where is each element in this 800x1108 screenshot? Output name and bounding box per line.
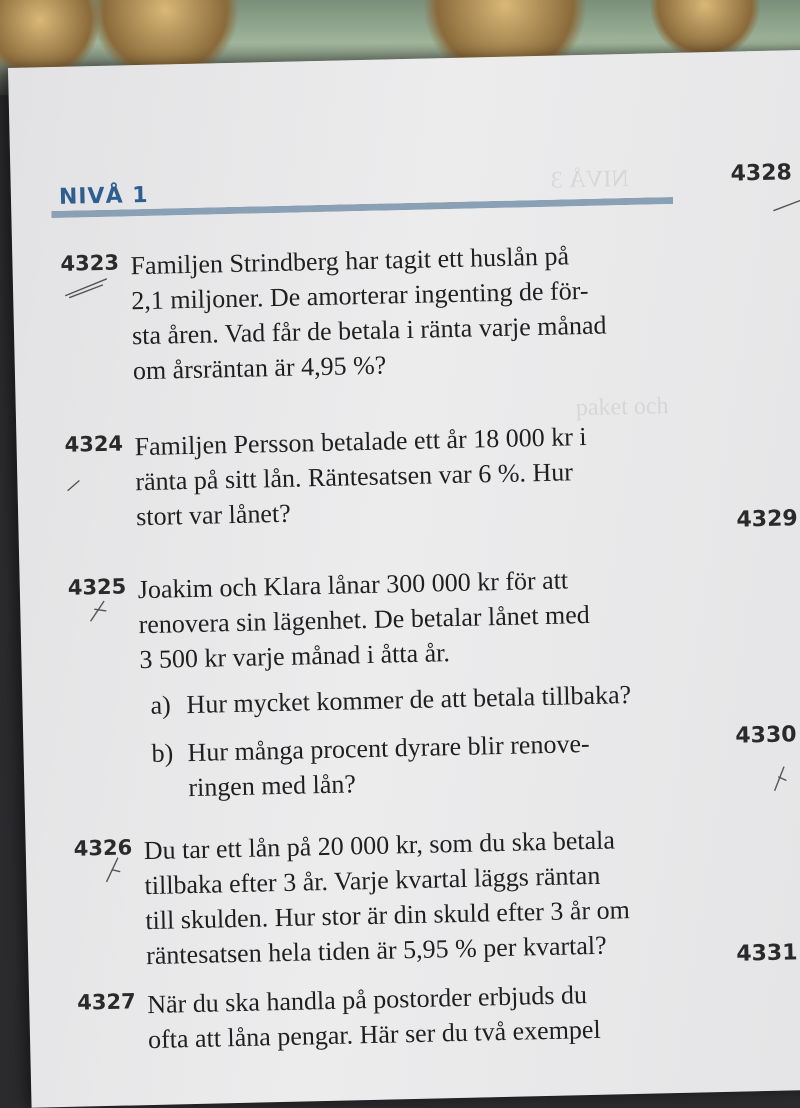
subtask-a xyxy=(150,676,690,720)
task-4324 xyxy=(64,417,684,532)
task-line: Familjen Strindberg har tagit ett huslån på xyxy=(130,241,570,281)
task-line: Familjen Persson betalade ett år 18 000 kr i xyxy=(134,421,587,462)
subtask-label: a) xyxy=(150,690,172,720)
pencil-mark xyxy=(771,194,800,215)
task-4327 xyxy=(76,975,697,1055)
margin-number: 4331 xyxy=(736,940,798,967)
subtask-text xyxy=(186,676,687,722)
task-number: 4327 xyxy=(76,989,136,1015)
pencil-mark xyxy=(768,762,793,793)
task-text xyxy=(143,820,706,973)
task-number: 4326 xyxy=(73,835,133,861)
task-number: 4323 xyxy=(60,250,120,276)
level-title: NIVÅ 1 xyxy=(58,182,149,210)
task-line: ränta på sitt lån. Räntesatsen var 6 %. Hur xyxy=(135,457,574,497)
task-text xyxy=(130,236,693,389)
task-number: 4324 xyxy=(64,431,124,457)
task-line: sta åren. Vad får de betala i ränta varje månad xyxy=(131,310,607,351)
pencil-mark xyxy=(102,854,127,885)
task-line: om årsräntan är 4,95 %? xyxy=(132,350,387,386)
task-line: till skulden. Hur stor är din skuld efter 3 år om xyxy=(145,895,631,936)
task-text xyxy=(137,559,699,677)
subtask-line: Hur mycket kommer de att betala tillbaka? xyxy=(186,680,632,720)
level-header xyxy=(51,171,674,225)
task-text xyxy=(147,974,708,1057)
task-line: räntesatsen hela tiden är 5,95 % per kvartal? xyxy=(145,930,607,971)
task-4325 xyxy=(67,560,687,803)
book-page xyxy=(8,49,800,1107)
bleed-through-text: paket och xyxy=(575,393,669,422)
subtask-label: b) xyxy=(151,738,174,768)
bleed-through-text: NIVÅ 3 xyxy=(550,165,629,194)
pencil-mark xyxy=(86,597,111,624)
task-line: Du tar ett lån på 20 000 kr, som du ska betala xyxy=(143,825,616,866)
subtask-line: Hur många procent dyrare blir renove- xyxy=(187,728,590,768)
pencil-mark xyxy=(63,275,114,300)
margin-number: 4330 xyxy=(735,722,797,749)
task-line: ofta att låna pengar. Här ser du två exempel xyxy=(147,1014,601,1055)
margin-number: 4328 xyxy=(730,160,793,187)
task-line: tillbaka efter 3 år. Varje kvartal läggs räntan xyxy=(144,860,601,901)
task-text xyxy=(134,417,696,535)
pencil-mark xyxy=(65,478,85,492)
task-number: 4325 xyxy=(67,574,127,600)
task-line: Joakim och Klara lånar 300 000 kr för att xyxy=(137,565,569,605)
task-4326 xyxy=(73,821,693,971)
task-line: När du ska handla på postorder erbjuds du xyxy=(146,980,588,1020)
task-4323 xyxy=(60,236,680,386)
subtask-text xyxy=(187,724,688,805)
task-line: renovera sin lägenhet. De betalar lånet med xyxy=(138,599,591,640)
task-line: 2,1 miljoner. De amorterar ingenting de för- xyxy=(130,275,589,316)
task-line: 3 500 kr varje månad i åtta år. xyxy=(139,638,451,675)
margin-number: 4329 xyxy=(736,506,798,533)
task-line: stort var lånet? xyxy=(135,498,292,532)
subtask-line: ringen med lån? xyxy=(188,769,357,803)
subtask-b xyxy=(151,724,691,803)
